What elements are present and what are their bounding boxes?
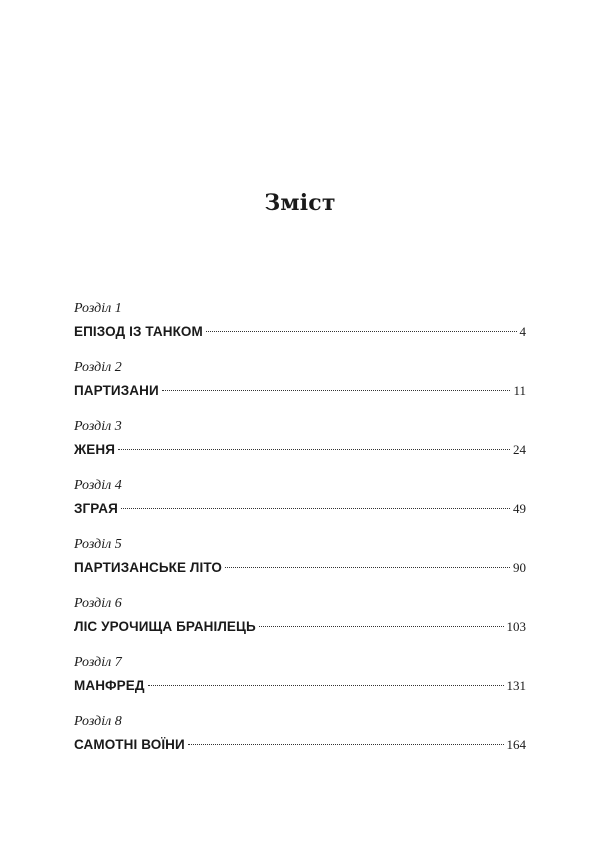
page-number: 90 [513, 560, 526, 575]
chapter-title: ПАРТИЗАНСЬКЕ ЛІТО [74, 560, 222, 575]
chapter-label: Розділ 6 [74, 596, 122, 611]
page-number: 131 [506, 678, 526, 693]
chapter-title: МАНФРЕД [74, 678, 145, 693]
chapter-line[interactable] [74, 556, 526, 580]
dot-leader [225, 567, 510, 568]
page-number: 24 [513, 442, 526, 457]
dot-leader [118, 449, 510, 450]
chapter-title: ЗГРАЯ [74, 501, 118, 516]
chapter-title: ЖЕНЯ [74, 442, 116, 457]
toc-entry [74, 534, 526, 593]
chapter-line[interactable] [74, 438, 526, 462]
chapter-line[interactable] [74, 615, 526, 639]
toc-entry [74, 711, 526, 770]
chapter-line[interactable] [74, 674, 526, 698]
page-number: 164 [506, 737, 526, 752]
chapter-title: ЕПІЗОД ІЗ ТАНКОМ [74, 324, 203, 339]
chapter-label: Розділ 1 [74, 301, 122, 316]
chapter-label: Розділ 8 [74, 714, 122, 729]
dot-leader [162, 390, 511, 391]
dot-leader [259, 626, 504, 627]
page-number: 11 [513, 383, 526, 398]
dot-leader [188, 744, 504, 745]
toc-entry [74, 475, 526, 534]
page-title: Зміст [264, 190, 336, 216]
chapter-title: ЛІС УРОЧИЩА БРАНІЛЕЦЬ [74, 619, 256, 634]
chapter-line[interactable] [74, 733, 526, 757]
toc-entry [74, 416, 526, 475]
chapter-label: Розділ 5 [74, 537, 122, 552]
page-number: 49 [513, 501, 526, 516]
dot-leader [121, 508, 510, 509]
dot-leader [148, 685, 504, 686]
page-number: 4 [519, 324, 526, 339]
page-number: 103 [506, 619, 526, 634]
chapter-line[interactable] [74, 320, 526, 344]
chapter-label: Розділ 3 [74, 419, 122, 434]
chapter-line[interactable] [74, 497, 526, 521]
toc-entry [74, 298, 526, 357]
chapter-label: Розділ 2 [74, 360, 122, 375]
table-of-contents [74, 298, 526, 770]
chapter-label: Розділ 7 [74, 655, 122, 670]
chapter-label: Розділ 4 [74, 478, 122, 493]
chapter-title: ПАРТИЗАНИ [74, 383, 159, 398]
toc-entry [74, 652, 526, 711]
toc-entry [74, 593, 526, 652]
toc-entry [74, 357, 526, 416]
chapter-line[interactable] [74, 379, 526, 403]
chapter-title: САМОТНІ ВОЇНИ [74, 737, 185, 752]
dot-leader [206, 331, 517, 332]
